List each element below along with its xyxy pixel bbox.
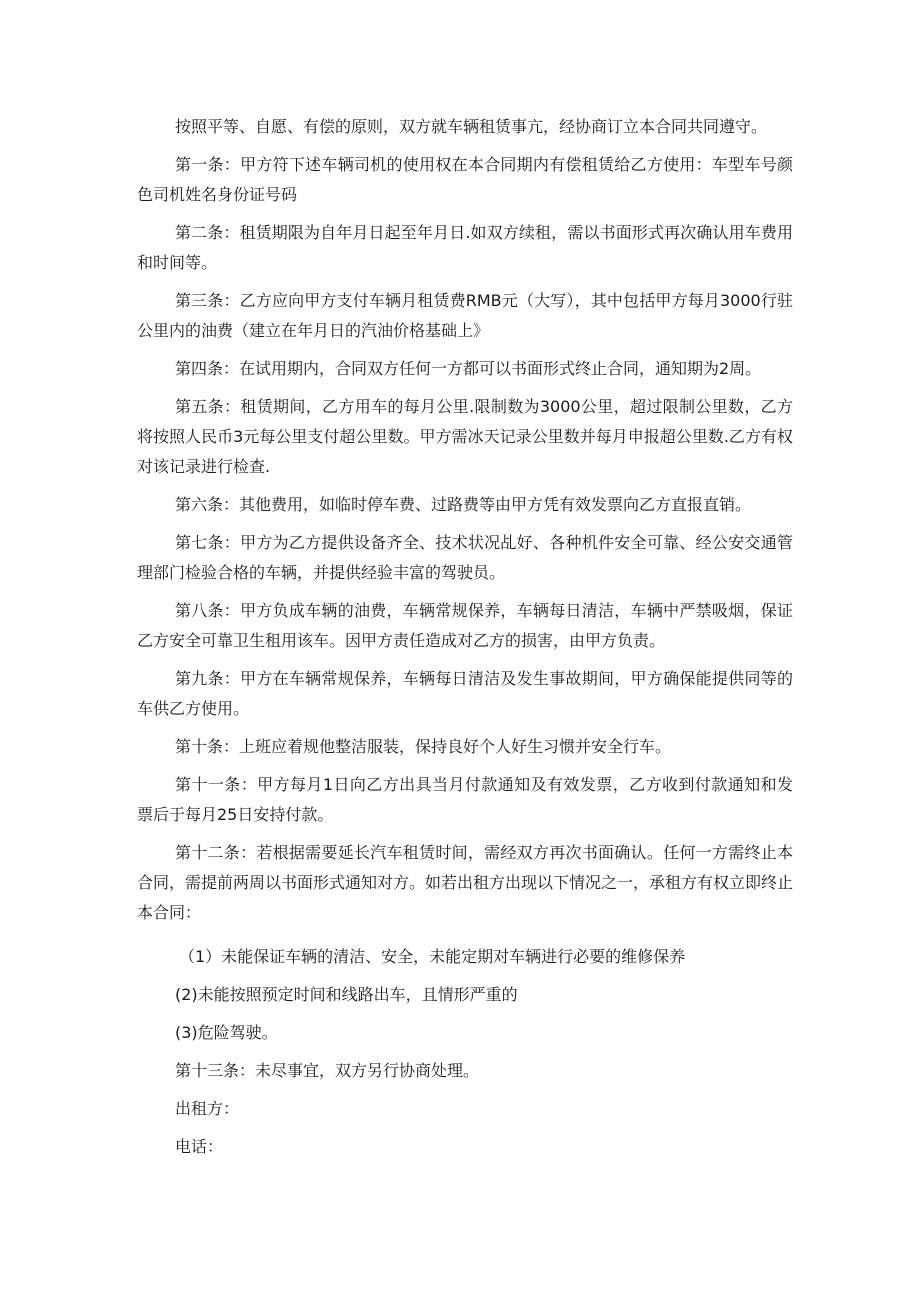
- article-12-paragraph: 第十二条：若根据需要延长汽车租赁时间，需经双方再次书面确认。任何一方需终止本合同，需提前两周以书面形式通知对方。如若出租方出现以下情况之一，承租方有权立即终止本合同：: [137, 843, 794, 922]
- phone-label: 电话：: [175, 1137, 224, 1156]
- article-4-paragraph: 第四条：在试用期内，合同双方任何一方都可以书面形式终止合同，通知期为2周。: [175, 359, 762, 378]
- article-6-paragraph: 第六条：其他费用，如临时停车费、过路费等由甲方凭有效发票向乙方直报直销。: [175, 495, 752, 514]
- article-1-paragraph: 第一条：甲方符下述车辆司机的使用权在本合同期内有偿租赁给乙方使用：车型车号颜色司机姓名身份证号码: [137, 155, 793, 204]
- article-13-paragraph: 第十三条：未尽事宜，双方另行协商处理。: [175, 1061, 480, 1080]
- lessor-label: 出租方：: [175, 1099, 240, 1118]
- article-8-paragraph: 第八条：甲方负成车辆的油费，车辆常规保养，车辆每日清洁，车辆中严禁吸烟，保证乙方安全可靠卫生租用该车。因甲方责任造成对乙方的损害，由甲方负责。: [137, 601, 793, 650]
- article-10-paragraph: 第十条：上班应着规他整洁服装，保持良好个人好生习惯并安全行车。: [175, 737, 672, 756]
- termination-condition-2: (2)未能按照预定时间和线路出车，且情形严重的: [175, 985, 518, 1004]
- article-9-paragraph: 第九条：甲方在车辆常规保养，车辆每日清洁及发生事故期间，甲方确保能提供同等的车供乙方使用。: [137, 669, 793, 718]
- article-2-paragraph: 第二条：租赁期限为自年月日起至年月日.如双方续租，需以书面形式再次确认用车费用和时间等。: [137, 223, 793, 272]
- article-5-paragraph: 第五条：租赁期间，乙方用车的每月公里.限制数为3000公里，超过限制公里数，乙方将按照人民币3元每公里支付超公里数。甲方需冰天记录公里数并每月申报超公里数.乙方有权对该记录进行检查.: [137, 397, 793, 476]
- contract-body: [137, 112, 793, 1170]
- termination-condition-1: （1）未能保证车辆的清洁、安全，未能定期对车辆进行必要的维修保养: [179, 947, 686, 966]
- termination-condition-3: (3)危险驾驶。: [175, 1023, 278, 1042]
- article-3-paragraph: 第三条：乙方应向甲方支付车辆月租赁费RMB元（大写），其中包括甲方每月3000行驻公里内的油费（建立在年月日的汽油价格基础上》: [137, 291, 793, 340]
- article-11-paragraph: 第十一条：甲方每月1日向乙方出具当月付款通知及有效发票，乙方收到付款通知和发票后于每月25日安持付款。: [137, 775, 793, 824]
- article-7-paragraph: 第七条：甲方为乙方提供设备齐全、技术状况乩好、各种机件安全可靠、经公安交通管理部门检验合格的车辆，并提供经验丰富的驾驶员。: [137, 533, 793, 582]
- preamble-paragraph: 按照平等、自愿、有偿的原则，双方就车辆租赁事亢，经协商订立本合同共同遵守。: [175, 117, 768, 136]
